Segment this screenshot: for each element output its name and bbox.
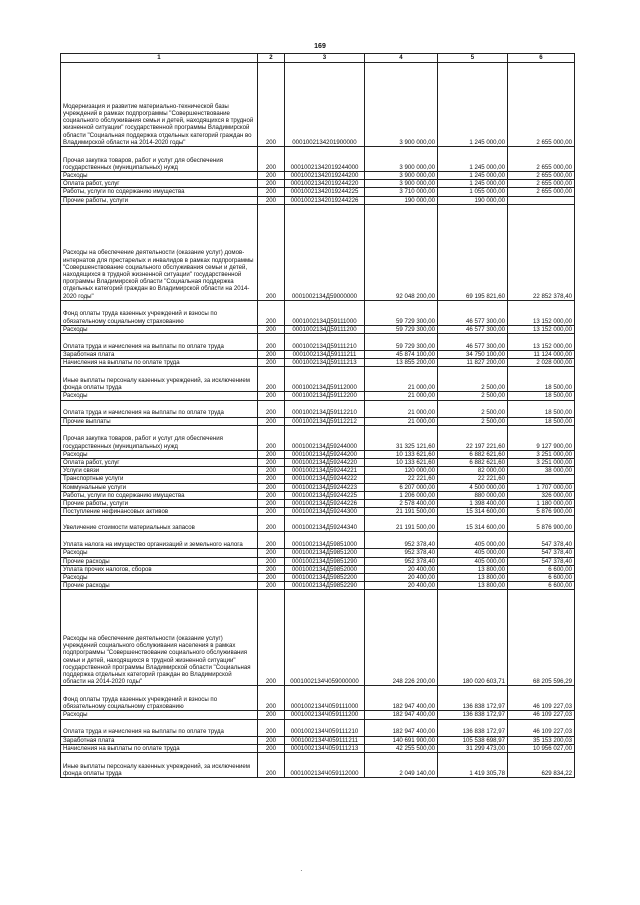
- table-row: [61, 400, 575, 417]
- row-grbs: 200: [258, 334, 285, 351]
- scan-speck: ·: [300, 866, 303, 875]
- row-value-2014: 3 900 000,00: [365, 63, 438, 147]
- row-name: Расходы: [61, 711, 258, 719]
- row-code: 0001002134Ч059111200: [285, 711, 365, 719]
- row-name: Иные выплаты персоналу казенных учреждений, за исключением фонда оплаты труда: [61, 367, 258, 392]
- row-value-diff: 38 000,00: [508, 467, 575, 475]
- row-name: Прочие работы, услуги: [61, 500, 258, 508]
- row-value-2015: 1 245 000,00: [438, 147, 508, 172]
- row-value-diff: 10 956 027,00: [508, 744, 575, 752]
- row-grbs: 200: [258, 392, 285, 400]
- column-header: 5: [438, 54, 508, 63]
- row-value-2015: 13 800,00: [438, 565, 508, 573]
- row-name: Расходы: [61, 325, 258, 333]
- row-code: 0001002134Д59111211: [285, 351, 365, 359]
- row-grbs: 200: [258, 736, 285, 744]
- row-code: 0001002134Д59112210: [285, 400, 365, 417]
- row-value-2015: 34 750 100,00: [438, 351, 508, 359]
- row-value-diff: 547 378,40: [508, 532, 575, 549]
- row-value-2015: 46 577 300,00: [438, 300, 508, 325]
- row-name: Прочие расходы: [61, 582, 258, 590]
- row-value-2015: 15 314 600,00: [438, 516, 508, 532]
- row-name: Оплата труда и начисления на выплаты по оплате труда: [61, 719, 258, 736]
- row-value-2015: 69 195 821,60: [438, 204, 508, 300]
- table-row: [61, 590, 575, 686]
- row-code: 0001002134Д59112200: [285, 392, 365, 400]
- row-grbs: 200: [258, 180, 285, 188]
- column-header-row: [61, 54, 575, 63]
- row-code: 0001002134Д59111213: [285, 359, 365, 367]
- row-grbs: 200: [258, 582, 285, 590]
- row-value-2014: 20 400,00: [365, 565, 438, 573]
- row-value-2015: 22 197 221,60: [438, 425, 508, 450]
- row-code: 0001002134Д59851000: [285, 532, 365, 549]
- budget-table: [60, 53, 575, 778]
- row-value-2014: 21 000,00: [365, 367, 438, 392]
- row-name: Коммунальные услуги: [61, 483, 258, 491]
- row-value-2014: 2 578 400,00: [365, 500, 438, 508]
- table-row: [61, 491, 575, 499]
- row-grbs: 200: [258, 508, 285, 516]
- row-code: 0001002134Д59244221: [285, 467, 365, 475]
- row-code: 0001002134Д59244223: [285, 483, 365, 491]
- row-name: Прочие работы, услуги: [61, 196, 258, 204]
- table-row: [61, 549, 575, 557]
- row-value-diff: 2 655 000,00: [508, 63, 575, 147]
- table-row: [61, 334, 575, 351]
- row-value-2014: 31 325 121,60: [365, 425, 438, 450]
- row-grbs: 200: [258, 516, 285, 532]
- column-header: 1: [61, 54, 258, 63]
- row-grbs: 200: [258, 367, 285, 392]
- row-name: Транспортные услуги: [61, 475, 258, 483]
- row-value-diff: 547 378,40: [508, 557, 575, 565]
- row-grbs: 200: [258, 719, 285, 736]
- row-grbs: 200: [258, 475, 285, 483]
- row-name: Уплата налога на имущество организаций и земельного налога: [61, 532, 258, 549]
- table-row: [61, 417, 575, 425]
- row-grbs: 200: [258, 400, 285, 417]
- table-row: [61, 500, 575, 508]
- row-code: 0001002134Д59111210: [285, 334, 365, 351]
- row-name: Оплата работ, услуг: [61, 180, 258, 188]
- table-row: [61, 711, 575, 719]
- row-grbs: 200: [258, 574, 285, 582]
- row-code: 0001002134Д59244220: [285, 459, 365, 467]
- row-value-2015: 11 827 200,00: [438, 359, 508, 367]
- row-value-2015: 13 800,00: [438, 582, 508, 590]
- row-grbs: 200: [258, 325, 285, 333]
- row-grbs: 200: [258, 565, 285, 573]
- row-value-2015: 1 245 000,00: [438, 63, 508, 147]
- row-code: 00010021342019244220: [285, 180, 365, 188]
- table-row: [61, 532, 575, 549]
- row-value-diff: [508, 475, 575, 483]
- row-value-2014: 120 000,00: [365, 467, 438, 475]
- row-value-2014: 182 947 400,00: [365, 719, 438, 736]
- row-value-2014: 13 855 200,00: [365, 359, 438, 367]
- row-name: Фонд оплаты труда казенных учреждений и взносы по обязательному социальному страхованию: [61, 300, 258, 325]
- row-value-diff: 326 000,00: [508, 491, 575, 499]
- row-grbs: 200: [258, 467, 285, 475]
- row-grbs: 200: [258, 425, 285, 450]
- row-value-2014: 45 874 100,00: [365, 351, 438, 359]
- row-value-diff: 2 655 000,00: [508, 188, 575, 196]
- row-value-2014: 6 207 000,00: [365, 483, 438, 491]
- row-value-2015: 136 838 172,97: [438, 686, 508, 711]
- row-code: 0001002134Д59244300: [285, 508, 365, 516]
- row-value-diff: 18 500,00: [508, 400, 575, 417]
- table-row: [61, 508, 575, 516]
- row-value-diff: 1 707 000,00: [508, 483, 575, 491]
- row-code: 0001002134Ч059111000: [285, 686, 365, 711]
- row-value-2015: 880 000,00: [438, 491, 508, 499]
- table-row: [61, 483, 575, 491]
- table-row: [61, 351, 575, 359]
- row-code: 0001002134Д59851200: [285, 549, 365, 557]
- table-row: [61, 557, 575, 565]
- column-header: 4: [365, 54, 438, 63]
- row-code: 0001002134Д59244225: [285, 491, 365, 499]
- row-value-diff: 2 655 000,00: [508, 172, 575, 180]
- row-grbs: 200: [258, 483, 285, 491]
- row-name: Начисления на выплаты по оплате труда: [61, 359, 258, 367]
- row-value-diff: 46 109 227,03: [508, 711, 575, 719]
- table-row: [61, 582, 575, 590]
- row-code: 0001002134Д59111200: [285, 325, 365, 333]
- row-value-diff: 6 600,00: [508, 574, 575, 582]
- row-code: 0001002134Ч059111213: [285, 744, 365, 752]
- row-grbs: 200: [258, 491, 285, 499]
- table-row: [61, 475, 575, 483]
- row-code: 0001002134Д59244340: [285, 516, 365, 532]
- row-value-2015: 405 000,00: [438, 549, 508, 557]
- row-code: 0001002134Д59111000: [285, 300, 365, 325]
- row-value-diff: 3 251 000,00: [508, 450, 575, 458]
- row-value-2015: 190 000,00: [438, 196, 508, 204]
- row-code: 0001002134201900000: [285, 63, 365, 147]
- row-value-2014: 182 947 400,00: [365, 711, 438, 719]
- row-name: Модернизация и развитие материально-технической базы учреждений в рамках подпрограммы "Совершенствование социального обслуживания семьи и детей, находящихся в трудной жизненной ситуации" государственной программы Владимирской области "Социальная поддержка отдельных категорий граждан во Владимирской области на 2014-2020 годы": [61, 63, 258, 147]
- row-grbs: 200: [258, 188, 285, 196]
- row-code: 0001002134Д59000000: [285, 204, 365, 300]
- row-name: Расходы: [61, 450, 258, 458]
- row-value-diff: 46 109 227,03: [508, 686, 575, 711]
- row-value-2014: 140 691 900,00: [365, 736, 438, 744]
- row-value-2014: 20 400,00: [365, 582, 438, 590]
- row-value-diff: 18 500,00: [508, 417, 575, 425]
- row-value-2014: 21 191 500,00: [365, 516, 438, 532]
- row-value-diff: 11 124 000,00: [508, 351, 575, 359]
- table-row: [61, 196, 575, 204]
- row-code: 0001002134Д59244200: [285, 450, 365, 458]
- row-value-2015: 2 500,00: [438, 367, 508, 392]
- row-name: Оплата труда и начисления на выплаты по оплате труда: [61, 400, 258, 417]
- column-header: 3: [285, 54, 365, 63]
- row-value-2015: 405 000,00: [438, 557, 508, 565]
- table-row: [61, 516, 575, 532]
- table-row: [61, 467, 575, 475]
- table-row: [61, 188, 575, 196]
- row-value-diff: 13 152 000,00: [508, 300, 575, 325]
- row-name: Прочие расходы: [61, 557, 258, 565]
- table-row: [61, 180, 575, 188]
- row-code: 00010021342019244000: [285, 147, 365, 172]
- row-code: 0001002134Д59244222: [285, 475, 365, 483]
- row-code: 0001002134Ч059111211: [285, 736, 365, 744]
- row-name: Фонд оплаты труда казенных учреждений и взносы по обязательному социальному страхованию: [61, 686, 258, 711]
- row-value-diff: 13 152 000,00: [508, 325, 575, 333]
- row-value-2015: 82 000,00: [438, 467, 508, 475]
- row-value-2015: 2 500,00: [438, 400, 508, 417]
- row-value-diff: 629 834,22: [508, 753, 575, 778]
- row-value-2014: 21 000,00: [365, 392, 438, 400]
- row-value-2014: 22 221,60: [365, 475, 438, 483]
- row-grbs: 200: [258, 753, 285, 778]
- row-value-2015: 1 245 000,00: [438, 172, 508, 180]
- row-name: Расходы: [61, 574, 258, 582]
- row-value-diff: 68 205 596,29: [508, 590, 575, 686]
- table-row: [61, 686, 575, 711]
- row-code: 00010021342019244225: [285, 188, 365, 196]
- row-value-2015: 1 055 000,00: [438, 188, 508, 196]
- row-name: Прочая закупка товаров, работ и услуг для обеспечения государственных (муниципальных) нужд: [61, 147, 258, 172]
- row-name: Начисления на выплаты по оплате труда: [61, 744, 258, 752]
- table-row: [61, 753, 575, 778]
- table-row: [61, 574, 575, 582]
- row-value-2015: 46 577 300,00: [438, 334, 508, 351]
- row-value-2014: 92 048 200,00: [365, 204, 438, 300]
- row-value-2014: 59 729 300,00: [365, 300, 438, 325]
- table-row: [61, 719, 575, 736]
- row-grbs: 200: [258, 500, 285, 508]
- row-grbs: 200: [258, 450, 285, 458]
- row-value-2014: 42 255 500,00: [365, 744, 438, 752]
- row-value-2014: 21 191 500,00: [365, 508, 438, 516]
- row-value-2014: 1 206 000,00: [365, 491, 438, 499]
- row-value-2014: 20 400,00: [365, 574, 438, 582]
- row-code: 0001002134Д59851290: [285, 557, 365, 565]
- table-row: [61, 325, 575, 333]
- row-name: Уплата прочих налогов, сборов: [61, 565, 258, 573]
- row-value-2015: 180 020 603,71: [438, 590, 508, 686]
- row-value-2015: 15 314 600,00: [438, 508, 508, 516]
- row-name: Прочие выплаты: [61, 417, 258, 425]
- row-value-2015: 136 838 172,97: [438, 711, 508, 719]
- row-value-2014: 248 226 200,00: [365, 590, 438, 686]
- row-value-2015: 6 882 621,60: [438, 459, 508, 467]
- row-code: 0001002134Ч059111210: [285, 719, 365, 736]
- row-name: Расходы: [61, 392, 258, 400]
- column-header: 2: [258, 54, 285, 63]
- table-row: [61, 204, 575, 300]
- row-name: Работы, услуги по содержанию имущества: [61, 188, 258, 196]
- row-value-2014: 952 378,40: [365, 532, 438, 549]
- row-value-2014: 3 900 000,00: [365, 180, 438, 188]
- row-value-diff: 6 600,00: [508, 582, 575, 590]
- row-value-2014: 59 729 300,00: [365, 325, 438, 333]
- row-grbs: 200: [258, 532, 285, 549]
- row-grbs: 200: [258, 351, 285, 359]
- row-value-2015: 31 299 473,00: [438, 744, 508, 752]
- row-value-diff: 3 251 000,00: [508, 459, 575, 467]
- table-row: [61, 392, 575, 400]
- row-value-2015: 6 882 621,60: [438, 450, 508, 458]
- row-value-2015: 105 538 698,97: [438, 736, 508, 744]
- row-name: Расходы на обеспечение деятельности (оказание услуг) домов-интернатов для престарелых и инвалидов в рамках подпрограммы "Совершенствование социального обслуживания семьи и детей, находящихся в трудной жизненной ситуации" государственной программы Владимирской области "Социальная поддержка отдельных категорий граждан во Владимирской области на 2014-2020 годы": [61, 204, 258, 300]
- row-value-diff: 5 876 900,00: [508, 508, 575, 516]
- row-grbs: 200: [258, 590, 285, 686]
- table-row: [61, 359, 575, 367]
- row-value-2014: 59 729 300,00: [365, 334, 438, 351]
- row-grbs: 200: [258, 744, 285, 752]
- table-row: [61, 736, 575, 744]
- row-grbs: 200: [258, 711, 285, 719]
- row-value-diff: 22 852 378,40: [508, 204, 575, 300]
- row-value-2015: 1 419 305,78: [438, 753, 508, 778]
- row-value-diff: 1 180 000,00: [508, 500, 575, 508]
- row-value-diff: [508, 196, 575, 204]
- row-name: Оплата работ, услуг: [61, 459, 258, 467]
- row-name: Расходы: [61, 172, 258, 180]
- row-value-diff: 18 500,00: [508, 392, 575, 400]
- row-value-2014: 10 133 621,60: [365, 450, 438, 458]
- row-code: 0001002134Ч059000000: [285, 590, 365, 686]
- row-name: Расходы на обеспечение деятельности (оказание услуг) учреждений социального обслуживания населения в рамках подпрограммы "Совершенствование социального обслуживания семьи и детей, находящихся в трудной жизненной ситуации" государственной программы Владимирской области "Социальная поддержка отдельных категорий граждан во Владимирской области на 2014-2020 годы": [61, 590, 258, 686]
- row-value-2015: 2 500,00: [438, 392, 508, 400]
- row-value-2014: 21 000,00: [365, 417, 438, 425]
- row-code: 0001002134Ч059112000: [285, 753, 365, 778]
- row-grbs: 200: [258, 196, 285, 204]
- row-value-2014: 952 378,40: [365, 557, 438, 565]
- row-code: 0001002134Д59244000: [285, 425, 365, 450]
- row-code: 0001002134Д59852290: [285, 582, 365, 590]
- row-grbs: 200: [258, 557, 285, 565]
- row-value-2014: 3 710 000,00: [365, 188, 438, 196]
- row-value-2015: 405 000,00: [438, 532, 508, 549]
- row-value-diff: 46 109 227,03: [508, 719, 575, 736]
- table-row: [61, 300, 575, 325]
- row-value-diff: 5 876 900,00: [508, 516, 575, 532]
- row-value-diff: 2 028 000,00: [508, 359, 575, 367]
- row-name: Оплата труда и начисления на выплаты по оплате труда: [61, 334, 258, 351]
- row-value-diff: 547 378,40: [508, 549, 575, 557]
- row-grbs: 200: [258, 549, 285, 557]
- row-grbs: 200: [258, 459, 285, 467]
- row-grbs: 200: [258, 300, 285, 325]
- row-grbs: 200: [258, 147, 285, 172]
- row-value-2014: 952 378,40: [365, 549, 438, 557]
- table-row: [61, 565, 575, 573]
- row-name: Заработная плата: [61, 351, 258, 359]
- row-value-2015: 136 838 172,97: [438, 719, 508, 736]
- row-value-2015: 4 500 000,00: [438, 483, 508, 491]
- table-row: [61, 450, 575, 458]
- table-row: [61, 147, 575, 172]
- row-value-2014: 10 133 621,60: [365, 459, 438, 467]
- row-code: 0001002134Д59112000: [285, 367, 365, 392]
- row-name: Заработная плата: [61, 736, 258, 744]
- table-row: [61, 459, 575, 467]
- row-grbs: 200: [258, 417, 285, 425]
- table-row: [61, 744, 575, 752]
- table-row: [61, 63, 575, 147]
- table-row: [61, 172, 575, 180]
- row-value-2015: 2 500,00: [438, 417, 508, 425]
- row-value-diff: 2 655 000,00: [508, 180, 575, 188]
- row-code: 0001002134Д59112212: [285, 417, 365, 425]
- table-row: [61, 367, 575, 392]
- row-value-2014: 3 900 000,00: [365, 147, 438, 172]
- row-value-2014: 182 947 400,00: [365, 686, 438, 711]
- row-value-2015: 13 800,00: [438, 574, 508, 582]
- row-code: 0001002134Д59244226: [285, 500, 365, 508]
- row-value-2015: 22 221,60: [438, 475, 508, 483]
- row-name: Работы, услуги по содержанию имущества: [61, 491, 258, 499]
- row-name: Увеличение стоимости материальных запасов: [61, 516, 258, 532]
- row-code: 00010021342019244200: [285, 172, 365, 180]
- row-value-diff: 13 152 000,00: [508, 334, 575, 351]
- row-code: 00010021342019244226: [285, 196, 365, 204]
- row-value-diff: 2 655 000,00: [508, 147, 575, 172]
- row-value-2014: 21 000,00: [365, 400, 438, 417]
- row-name: Услуги связи: [61, 467, 258, 475]
- row-grbs: 200: [258, 359, 285, 367]
- row-name: Расходы: [61, 549, 258, 557]
- row-value-2014: 2 049 140,00: [365, 753, 438, 778]
- row-value-diff: 18 500,00: [508, 367, 575, 392]
- column-header: 6: [508, 54, 575, 63]
- row-grbs: 200: [258, 172, 285, 180]
- row-code: 0001002134Д59852000: [285, 565, 365, 573]
- table-row: [61, 425, 575, 450]
- row-value-2014: 190 000,00: [365, 196, 438, 204]
- row-value-diff: 6 600,00: [508, 565, 575, 573]
- row-name: Поступление нефинансовых активов: [61, 508, 258, 516]
- row-code: 0001002134Д59852200: [285, 574, 365, 582]
- row-name: Иные выплаты персоналу казенных учреждений, за исключением фонда оплаты труда: [61, 753, 258, 778]
- row-value-2015: 1 398 400,00: [438, 500, 508, 508]
- page-number: 169: [314, 43, 326, 50]
- row-grbs: 200: [258, 204, 285, 300]
- row-value-2014: 3 900 000,00: [365, 172, 438, 180]
- row-name: Прочая закупка товаров, работ и услуг для обеспечения государственных (муниципальных) нужд: [61, 425, 258, 450]
- row-value-diff: 35 153 200,03: [508, 736, 575, 744]
- row-value-diff: 9 127 900,00: [508, 425, 575, 450]
- row-grbs: 200: [258, 63, 285, 147]
- row-grbs: 200: [258, 686, 285, 711]
- row-value-2015: 46 577 300,00: [438, 325, 508, 333]
- row-value-2015: 1 245 000,00: [438, 180, 508, 188]
